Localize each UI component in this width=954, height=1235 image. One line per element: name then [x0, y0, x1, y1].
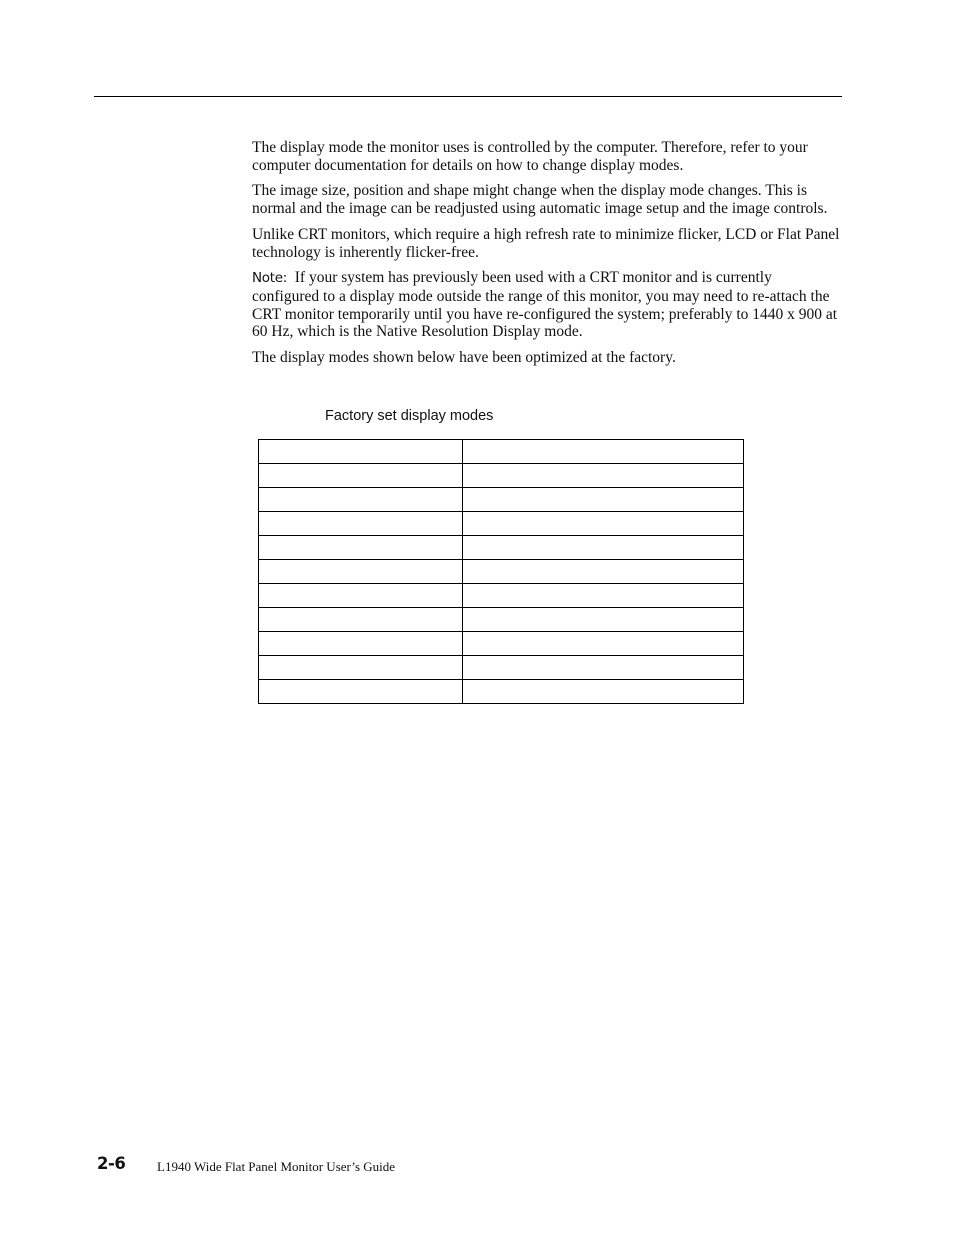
paragraph-image-size: The image size, position and shape might change when the display mode changes. This is normal and the image can be readjusted using automatic image setup and the image controls.	[252, 182, 828, 218]
display-modes-table	[258, 439, 744, 704]
table-row	[259, 536, 744, 560]
table-cell	[463, 656, 744, 680]
table-row	[259, 584, 744, 608]
paragraph-display-mode: The display mode the monitor uses is controlled by the computer. Therefore, refer to your computer documentation for details on how to change display modes.	[252, 139, 808, 174]
table-cell	[259, 656, 463, 680]
table-cell	[463, 440, 744, 464]
table-cell	[259, 464, 463, 488]
table-row	[259, 488, 744, 512]
table-cell	[259, 488, 463, 512]
table-cell	[463, 488, 744, 512]
table-cell	[259, 440, 463, 464]
table-cell	[259, 584, 463, 608]
note-text: If your system has previously been used with a CRT monitor and is currently configured to a display mode outside the range of this monitor, you may need to re-attach the CRT monitor temporarily until you have re-configured the system; preferably to 1440 x 900 at 60 Hz, which is the Native Resolution Display mode.	[252, 269, 838, 341]
header-rule	[94, 96, 842, 97]
table-cell	[259, 512, 463, 536]
table-row	[259, 560, 744, 584]
paragraph-flicker: Unlike CRT monitors, which require a high refresh rate to minimize flicker, LCD or Flat Panel technology is inherently flicker-free.	[252, 225, 840, 261]
table-cell	[259, 560, 463, 584]
note-label: Note:	[252, 270, 288, 287]
note-paragraph	[252, 269, 842, 341]
table-cell	[463, 560, 744, 584]
table-cell	[463, 536, 744, 560]
page-number: 2-6	[97, 1154, 126, 1173]
table-row	[259, 680, 744, 704]
table-row	[259, 512, 744, 536]
table-row	[259, 608, 744, 632]
table-row	[259, 440, 744, 464]
table-cell	[463, 512, 744, 536]
table-cell	[259, 536, 463, 560]
table-cell	[463, 464, 744, 488]
table-row	[259, 656, 744, 680]
table-cell	[259, 608, 463, 632]
table-cell	[463, 632, 744, 656]
table-cell	[259, 680, 463, 704]
page-footer	[97, 1154, 396, 1174]
table-cell	[259, 632, 463, 656]
table-caption: Factory set display modes	[325, 408, 494, 424]
table-row	[259, 632, 744, 656]
table-cell	[463, 584, 744, 608]
paragraph-optimized: The display modes shown below have been optimized at the factory.	[252, 349, 676, 367]
table-cell	[463, 680, 744, 704]
body-text	[252, 139, 842, 375]
table-row	[259, 464, 744, 488]
guide-title: L1940 Wide Flat Panel Monitor User’s Guide	[157, 1159, 396, 1174]
table-cell	[463, 608, 744, 632]
